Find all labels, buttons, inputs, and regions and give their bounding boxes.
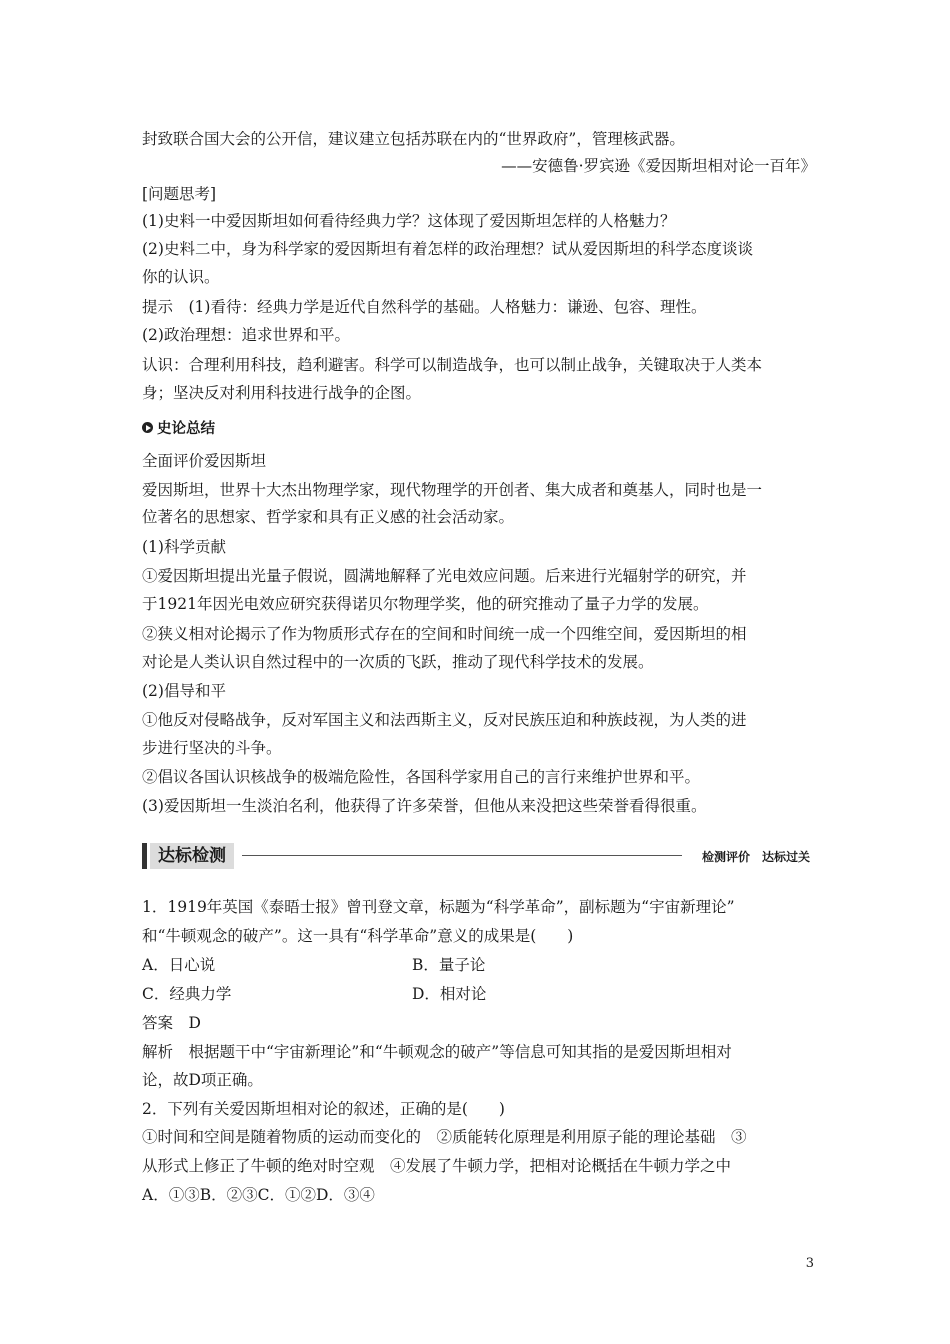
hint-1: 提示 (1)看待：经典力学是近代自然科学的基础。人格魅力：谦逊、包容、理性。 [142,298,707,316]
section-subtitle: 检测评价 达标过关 [701,850,810,864]
summary-item: ②倡议各国认识核战争的极端危险性，各国科学家用自己的言行来维护世界和平。 [142,768,701,786]
summary-section-1: (1)科学贡献 [142,538,226,556]
summary-section-3: (3)爱因斯坦一生淡泊名利，他获得了许多荣誉，但他从来没把这些荣誉看得很重。 [142,797,707,815]
summary-item: ①爱因斯坦提出光量子假说，圆满地解释了光电效应问题。后来进行光辐射学的研究，并 [142,567,747,585]
hint-2: (2)政治理想：追求世界和平。 [142,326,350,344]
summary-heading [142,417,215,438]
question-label: [问题思考] [142,185,217,203]
section-divider [242,855,682,856]
section-marker [142,843,147,869]
play-icon [142,422,153,433]
section-title: 达标检测 [150,843,234,869]
q2-items-cont: 从形式上修正了牛顿的绝对时空观 ④发展了牛顿力学，把相对论概括在牛顿力学之中 [142,1157,732,1175]
q1-option-c: C．经典力学 [142,985,232,1003]
recognition-cont: 身；坚决反对利用科技进行战争的企图。 [142,384,422,402]
q1-stem-cont: 和“牛顿观念的破产”。这一具有“科学革命”意义的成果是( ) [142,927,574,945]
summary-item-cont: 对论是人类认识自然过程中的一次质的飞跃，推动了现代科学技术的发展。 [142,653,654,671]
question-1: (1)史料一中爱因斯坦如何看待经典力学？这体现了爱因斯坦怎样的人格魅力？ [142,212,676,230]
section-header [142,843,810,869]
page-number: 3 [805,1256,814,1271]
q1-answer: 答案 D [142,1014,201,1032]
q2-stem: 2．下列有关爱因斯坦相对论的叙述，正确的是( ) [142,1100,505,1118]
q1-stem: 1．1919年英国《泰晤士报》曾刊登文章，标题为“科学革命”，副标题为“宇宙新理论” [142,898,735,916]
q1-analysis: 解析 根据题干中“宇宙新理论”和“牛顿观念的破产”等信息可知其指的是爱因斯坦相对 [142,1043,732,1061]
summary-item-cont: 于1921年因光电效应研究获得诺贝尔物理学奖，他的研究推动了量子力学的发展。 [142,595,709,613]
q1-analysis-cont: 论，故D项正确。 [142,1071,263,1089]
summary-item: ①他反对侵略战争，反对军国主义和法西斯主义，反对民族压迫和种族歧视，为人类的进 [142,711,747,729]
summary-title: 全面评价爱因斯坦 [142,452,267,470]
q2-options: A．①③B．②③C．①②D．③④ [142,1186,375,1204]
question-2-cont: 你的认识。 [142,268,220,286]
summary-intro: 爱因斯坦，世界十大杰出物理学家，现代物理学的开创者、集大成者和奠基人，同时也是一 [142,481,763,499]
q1-option-a: A．日心说 [142,956,216,974]
recognition: 认识：合理利用科技，趋利避害。科学可以制造战争，也可以制止战争，关键取决于人类本 [142,356,763,374]
q1-option-d: D．相对论 [412,985,487,1003]
citation-source: ——安德鲁·罗宾逊《爱因斯坦相对论一百年》 [501,157,816,175]
summary-heading-label: 史论总结 [157,421,215,437]
question-2: (2)史料二中，身为科学家的爱因斯坦有着怎样的政治理想？试从爱因斯坦的科学态度谈谈 [142,240,753,258]
summary-item-cont: 步进行坚决的斗争。 [142,739,282,757]
summary-section-2: (2)倡导和平 [142,682,226,700]
summary-item: ②狭义相对论揭示了作为物质形式存在的空间和时间统一成一个四维空间，爱因斯坦的相 [142,625,747,643]
q2-items: ①时间和空间是随着物质的运动而变化的 ②质能转化原理是利用原子能的理论基础 ③ [142,1128,747,1146]
q1-option-b: B．量子论 [412,956,486,974]
text-line: 封致联合国大会的公开信，建议建立包括苏联在内的“世界政府”，管理核武器。 [142,130,685,148]
summary-intro-cont: 位著名的思想家、哲学家和具有正义感的社会活动家。 [142,508,515,526]
